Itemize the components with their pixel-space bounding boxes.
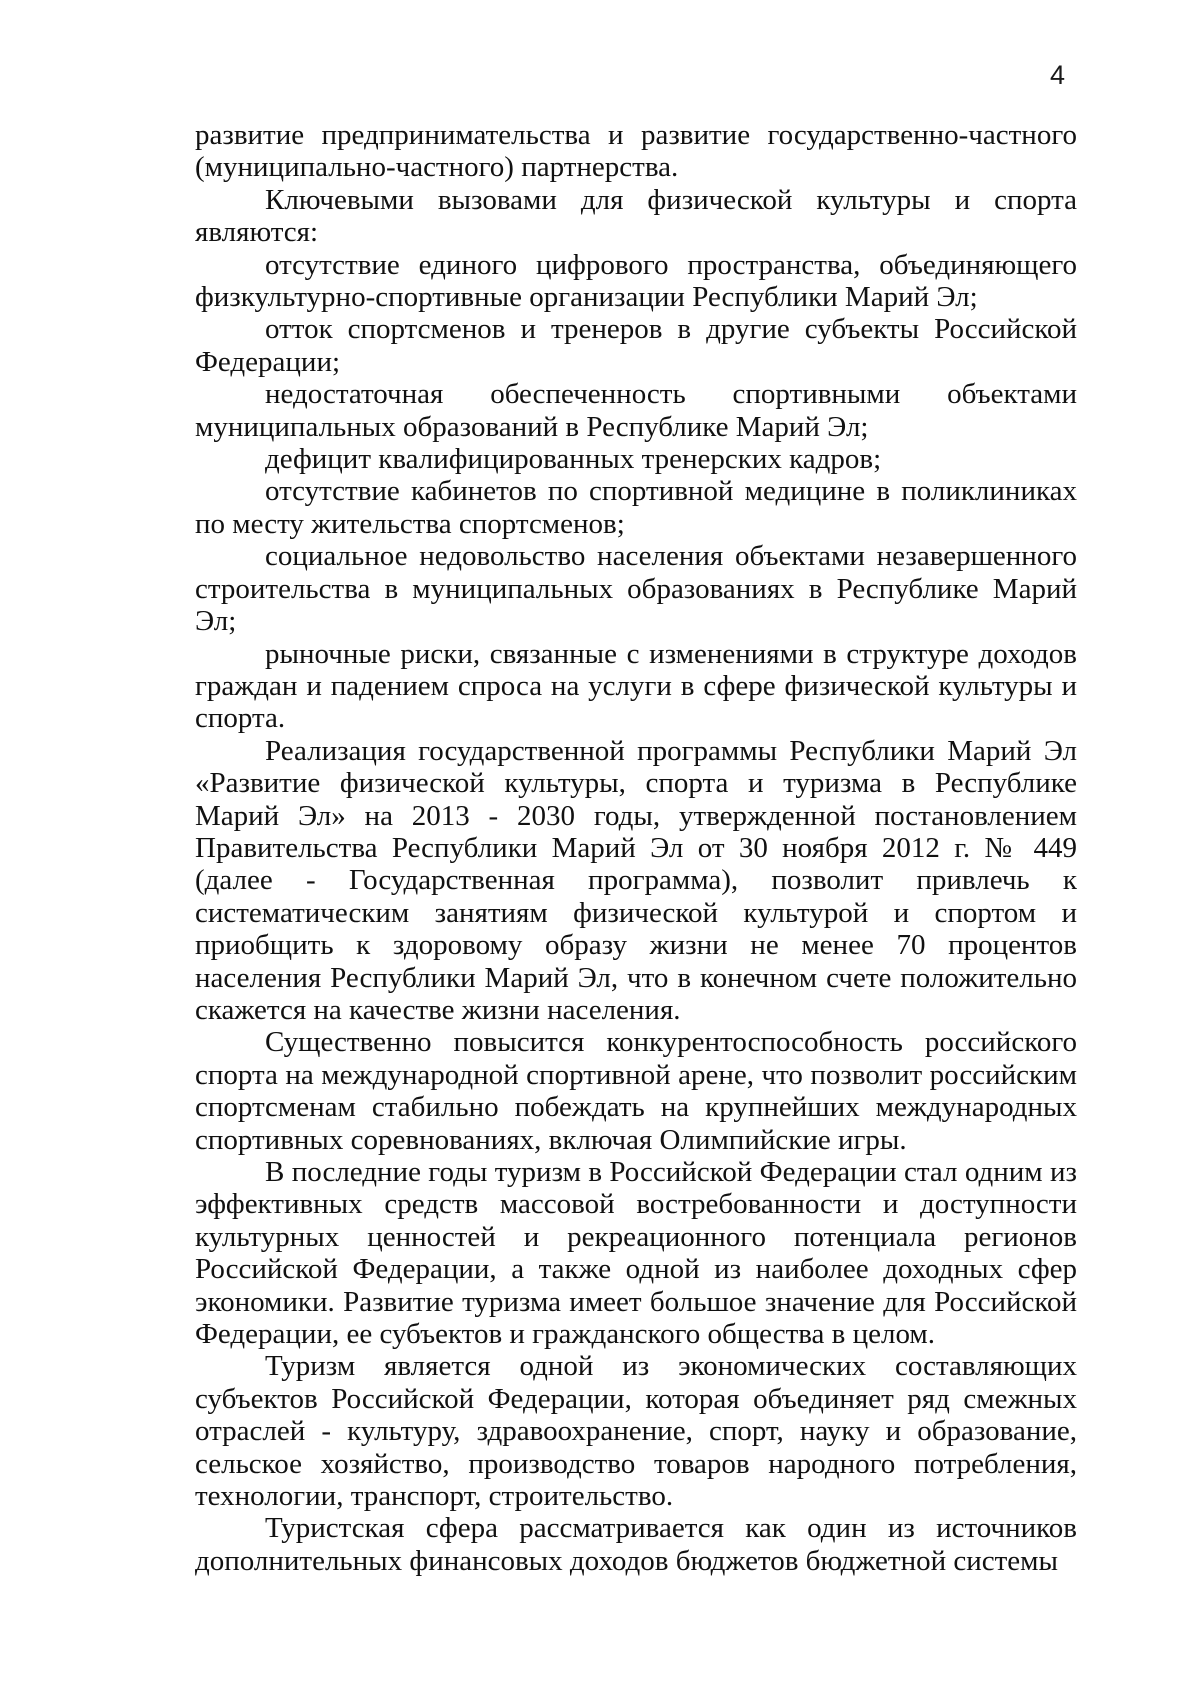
paragraph: Реализация государственной программы Республики Марий Эл «Развитие физической культуры, спорта и туризма в Республике Марий Эл» на 2013 - 2030 годы, утвержденной постановлением Правительства Республики Марий Эл от 30 ноября 2012 г. № 449 (далее - Государственная программа), позволит привлечь к систематическим занятиям физической культурой и спортом и приобщить к здоровому образу жизни не менее 70 процентов населения Республики Марий Эл, что в конечном счете положительно скажется на качестве жизни населения.	[195, 734, 1077, 1026]
paragraph: недостаточная обеспеченность спортивными объектами муниципальных образований в Республике Марий Эл;	[195, 378, 1077, 443]
paragraph: отсутствие кабинетов по спортивной медицине в поликлиниках по месту жительства спортсменов;	[195, 475, 1077, 540]
paragraph: дефицит квалифицированных тренерских кадров;	[265, 443, 882, 476]
paragraph: Туризм является одной из экономических составляющих субъектов Российской Федерации, которая объединяет ряд смежных отраслей - культуру, здравоохранение, спорт, науку и образование, сельское хозяйство, производство товаров народного потребления, технологии, транспорт, строительство.	[195, 1350, 1077, 1513]
paragraph: отсутствие единого цифрового пространства, объединяющего физкультурно-спортивные организации Республики Марий Эл;	[195, 248, 1077, 314]
paragraph: развитие предпринимательства и развитие государственно-частного (муниципально-частного) партнерства.	[195, 119, 1077, 184]
paragraph: В последние годы туризм в Российской Федерации стал одним из эффективных средств массовой востребованности и доступности культурных ценностей и рекреационного потенциала регионов Российской Федерации, а также одной из наиболее доходных сфер экономики. Развитие туризма имеет большое значение для Российской Федерации, ее субъектов и гражданского общества в целом.	[195, 1156, 1077, 1351]
paragraph: рыночные риски, связанные с изменениями в структуре доходов граждан и падением спроса на услуги в сфере физической культуры и спорта.	[195, 637, 1077, 735]
page-number: 4	[1050, 60, 1066, 90]
paragraph: Туристская сфера рассматривается как один из источников дополнительных финансовых доходов бюджетов бюджетной системы	[195, 1512, 1077, 1577]
document-body	[195, 119, 1077, 1577]
paragraph: Ключевыми вызовами для физической культуры и спорта являются:	[195, 183, 1077, 249]
paragraph: отток спортсменов и тренеров в другие субъекты Российской Федерации;	[195, 313, 1077, 378]
paragraph: Существенно повысится конкурентоспособность российского спорта на международной спортивной арене, что позволит российским спортсменам стабильно побеждать на крупнейших международных спортивных соревнованиях, включая Олимпийские игры.	[195, 1026, 1077, 1156]
paragraph: социальное недовольство населения объектами незавершенного строительства в муниципальных образованиях в Республике Марий Эл;	[195, 540, 1077, 638]
